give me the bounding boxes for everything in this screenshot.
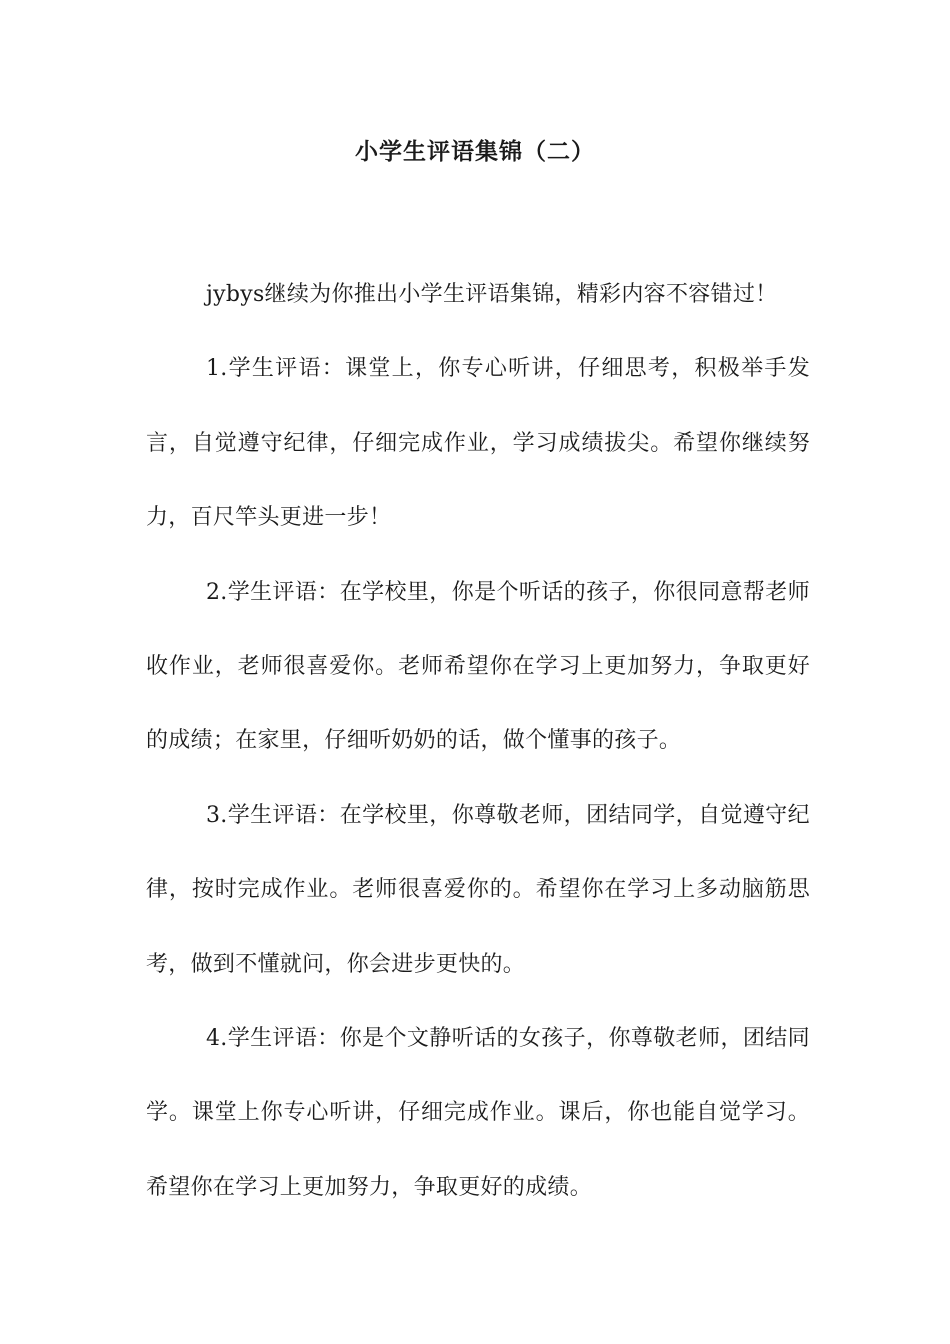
intro-paragraph: jybys继续为你推出小学生评语集锦，精彩内容不容错过！ [206,282,778,307]
document-title: 小学生评语集锦（二） [355,139,595,165]
comment-paragraph-2: 2.学生评语：在学校里，你是个听话的孩子，你很同意帮老师收作业，老师很喜爱你。老师希望你在学习上更加努力，争取更好的成绩；在家里，仔细听奶奶的话，做个懂事的孩子。 [146,579,810,754]
comment-paragraph-1: 1.学生评语：课堂上，你专心听讲，仔细思考，积极举手发言，自觉遵守纪律，仔细完成作业，学习成绩拔尖。希望你继续努力，百尺竿头更进一步！ [146,356,810,531]
comment-paragraph-4: 4.学生评语：你是个文静听话的女孩子，你尊敬老师，团结同学。课堂上你专心听讲，仔细完成作业。课后，你也能自觉学习。希望你在学习上更加努力，争取更好的成绩。 [146,1026,810,1200]
comment-paragraph-3: 3.学生评语：在学校里，你尊敬老师，团结同学，自觉遵守纪律，按时完成作业。老师很喜爱你的。希望你在学习上多动脑筋思考，做到不懂就问，你会进步更快的。 [146,802,810,977]
document-body [146,258,810,1225]
